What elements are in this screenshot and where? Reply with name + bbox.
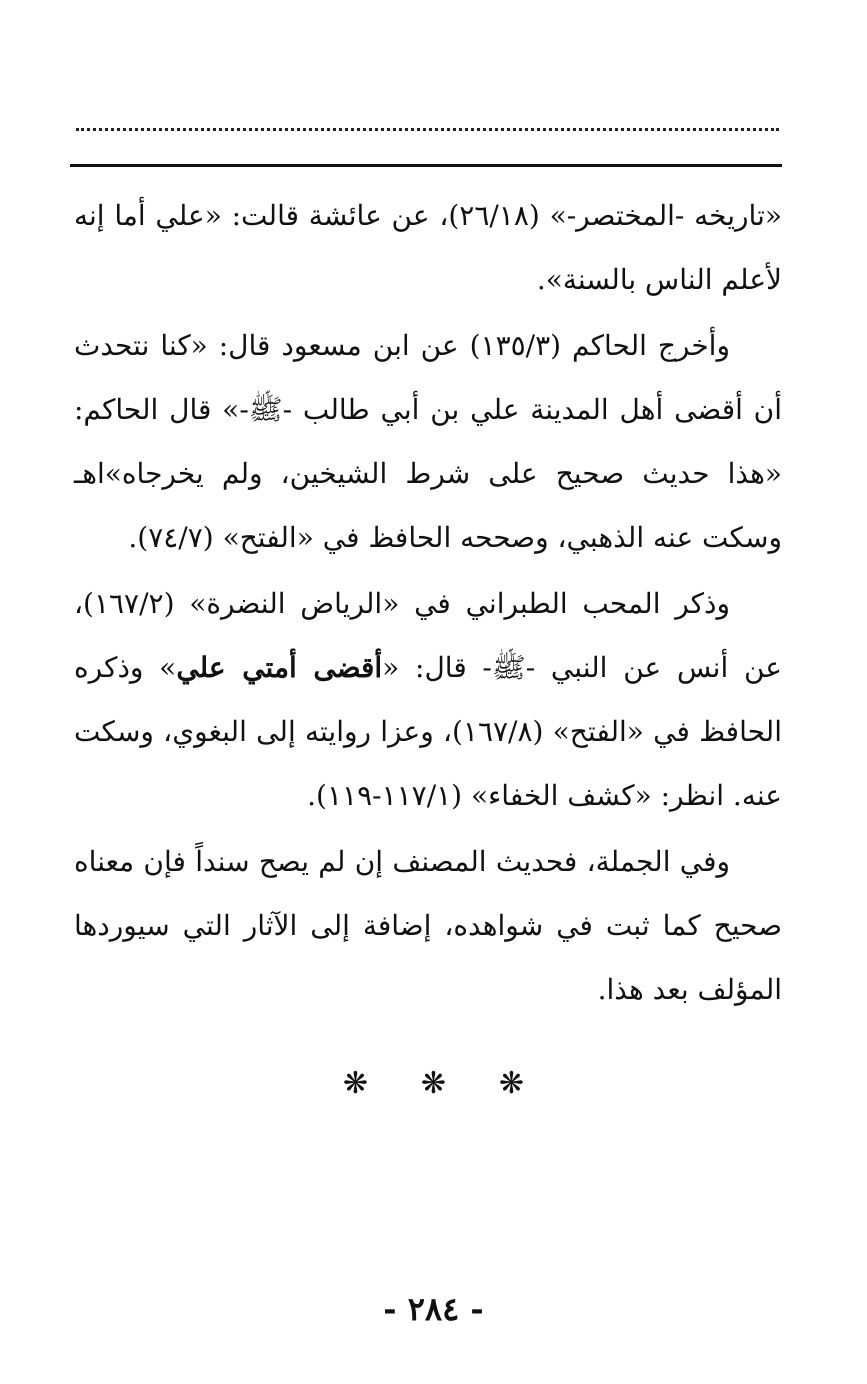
footnote-paragraph-3 xyxy=(74,572,782,828)
paragraph-3-lead: وذكر المحب الطبراني في «الرياض النضرة» (١٦٧/٢)، عن أنس عن النبي -ﷺ- قال: « xyxy=(74,587,782,684)
footnote-paragraph-4: وفي الجملة، فحديث المصنف إن لم يصح سنداً فإن معناه صحيح كما ثبت في شواهده، إضافة إلى الآثار التي سيوردها المؤلف بعد هذا. xyxy=(74,845,782,1006)
hadith-quote-bold: أقضى أمتي علي xyxy=(176,651,383,684)
footnote-divider xyxy=(70,164,782,167)
asterism-star-icon: ❋ xyxy=(342,1066,369,1101)
footnote-paragraph-1: «تاريخه -المختصر-» (٢٦/١٨)، عن عائشة قالت: «علي أما إنه لأعلم الناس بالسنة». xyxy=(74,199,782,296)
asterism-star-icon: ❋ xyxy=(420,1066,447,1101)
page-number: - ٢٨٤ - xyxy=(383,1290,484,1328)
footnote-paragraph-2: وأخرج الحاكم (١٣٥/٣) عن ابن مسعود قال: «كنا نتحدث أن أقضى أهل المدينة علي بن أبي طالب -ﷺ-» قال الحاكم: «هذا حديث صحيح على شرط الشيخين، ولم يخرجاه»اهـ وسكت عنه الذهبي، وصححه الحافظ في «الفتح» (٧٤/٧). xyxy=(74,329,782,554)
asterism-star-icon: ❋ xyxy=(498,1066,525,1101)
dotted-separator xyxy=(76,128,779,131)
section-separator-stars xyxy=(0,1066,867,1101)
paragraph-3-tail: » وذكره الحافظ في «الفتح» (١٦٧/٨)، وعزا روايته إلى البغوي، وسكت عنه. انظر: «كشف الخفاء» (١١٧/١-١١٩). xyxy=(74,651,782,812)
footnote-body xyxy=(74,184,782,1022)
